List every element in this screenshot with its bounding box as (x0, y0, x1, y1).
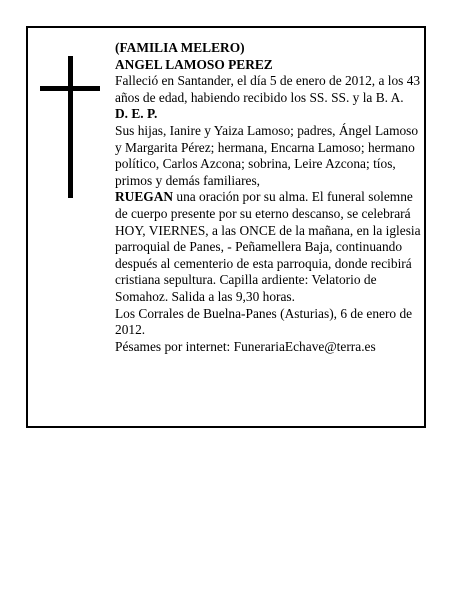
family-line: (FAMILIA MELERO) (115, 40, 245, 55)
cross-horizontal-bar (40, 86, 100, 91)
obituary-notice (26, 26, 426, 428)
obituary-text (115, 40, 421, 355)
latin-cross-icon (28, 28, 128, 228)
death-info: Falleció en Santander, el día 5 de enero de 2012, a los 43 años de edad, habiendo recibido los SS. SS. y la B. A. (115, 73, 421, 105)
place-date: Los Corrales de Buelna-Panes (Asturias), 6 de enero de 2012. (115, 305, 413, 338)
condolences-line: Pésames por internet: FunerariaEchave@terra.es (115, 338, 376, 354)
request-paragraph (115, 189, 421, 305)
family-members: Sus hijas, Ianire y Yaiza Lamoso; padres, Ángel Lamoso y Margarita Pérez; hermana, Encarna Lamoso; hermano político, Carlos Azcona; sobrina, Leire Azcona; tíos, primos y demás familiares, (115, 122, 419, 188)
rip-line: D. E. P. (115, 106, 158, 122)
request-text: una oración por su alma. El funeral solemne de cuerpo presente por su eterno descanso, se celebrará HOY, VIERNES, a las ONCE de la mañana, en la iglesia parroquial de Panes, - Peñamellera Baja, continuando después al cementerio de esta parroquia, donde recibirá cristiana sepultura. Capilla ardiente: Velatorio de Somahoz. Salida a las 9,30 horas. (115, 189, 421, 304)
request-word: RUEGAN (115, 189, 174, 205)
cross-vertical-bar (68, 56, 73, 198)
deceased-name: ANGEL LAMOSO PEREZ (115, 56, 273, 72)
